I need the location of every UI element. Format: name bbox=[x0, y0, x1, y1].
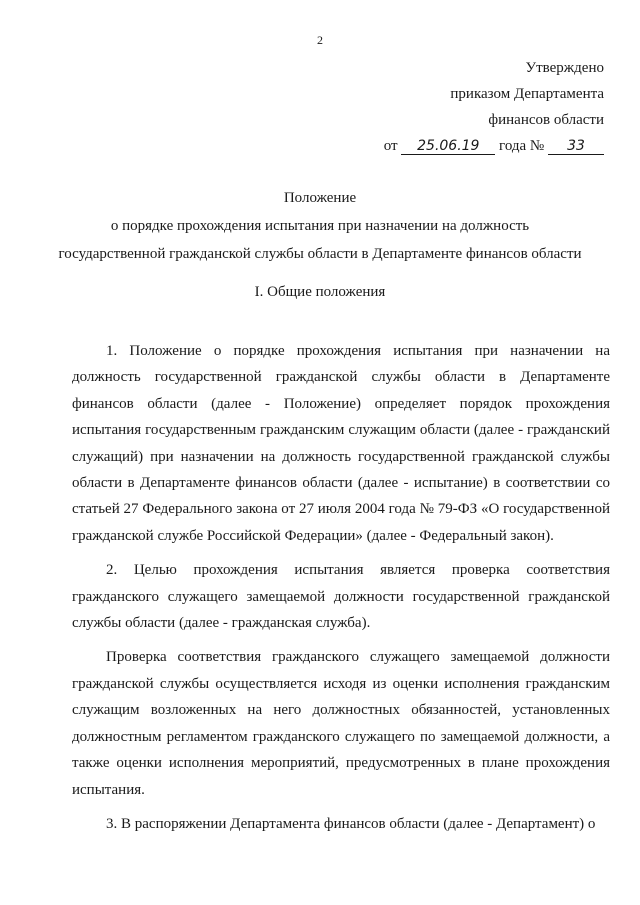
paragraph-1: 1. Положение о порядке прохождения испытания при назначении на должность государственной гражданской службы области в Департаменте финансов области (далее - Положение) определяет порядок прохождения испытания государственным гражданским служащим области (далее - гражданский служащий) при назначении на должность государственной гражданской службы области в Департаменте финансов области (далее - испытание) в соответствии со статьей 27 Федерального закона от 27 июля 2004 года № 79-ФЗ «О государственной гражданской службе Российской Федерации» (далее - Федеральный закон). bbox=[72, 343, 610, 544]
section-title: I. Общие положения bbox=[254, 284, 386, 300]
approval-line-department: финансов области bbox=[488, 112, 604, 128]
year-number-label: года № bbox=[499, 138, 545, 154]
document-subtitle-line-1: о порядке прохождения испытания при назначении на должность bbox=[110, 218, 530, 234]
handwritten-order-number: 33 bbox=[548, 138, 604, 155]
approval-line-approved: Утверждено bbox=[525, 60, 604, 76]
approval-line-order: приказом Департамента bbox=[450, 86, 604, 102]
handwritten-date: 25.06.19 bbox=[401, 138, 495, 155]
paragraph-3: Проверка соответствия гражданского служащего замещаемой должности гражданской службы осуществляется исходя из оценки исполнения гражданским служащим возложенных на него должностных обязанностей, установленных должностным регламентом гражданского служащего по замещаемой должности, а также оценки исполнения мероприятий, предусмотренных в плане прохождения испытания. bbox=[72, 649, 610, 798]
document-body bbox=[72, 338, 610, 845]
document-heading: Положение bbox=[283, 190, 357, 206]
page-number: 2 bbox=[317, 33, 323, 47]
approval-stamp-block bbox=[384, 55, 604, 159]
document-subtitle-line-2: государственной гражданской службы области в Департаменте финансов области bbox=[58, 246, 582, 262]
paragraph-2: 2. Целью прохождения испытания является проверка соответствия гражданского служащего замещаемой должности государственной гражданской службы области (далее - гражданская служба). bbox=[72, 562, 610, 632]
paragraph-4: 3. В распоряжении Департамента финансов области (далее - Департамент) о bbox=[106, 815, 596, 832]
approval-line-date-number bbox=[384, 133, 604, 159]
document-title-block bbox=[0, 184, 640, 268]
from-label: от bbox=[383, 138, 398, 154]
